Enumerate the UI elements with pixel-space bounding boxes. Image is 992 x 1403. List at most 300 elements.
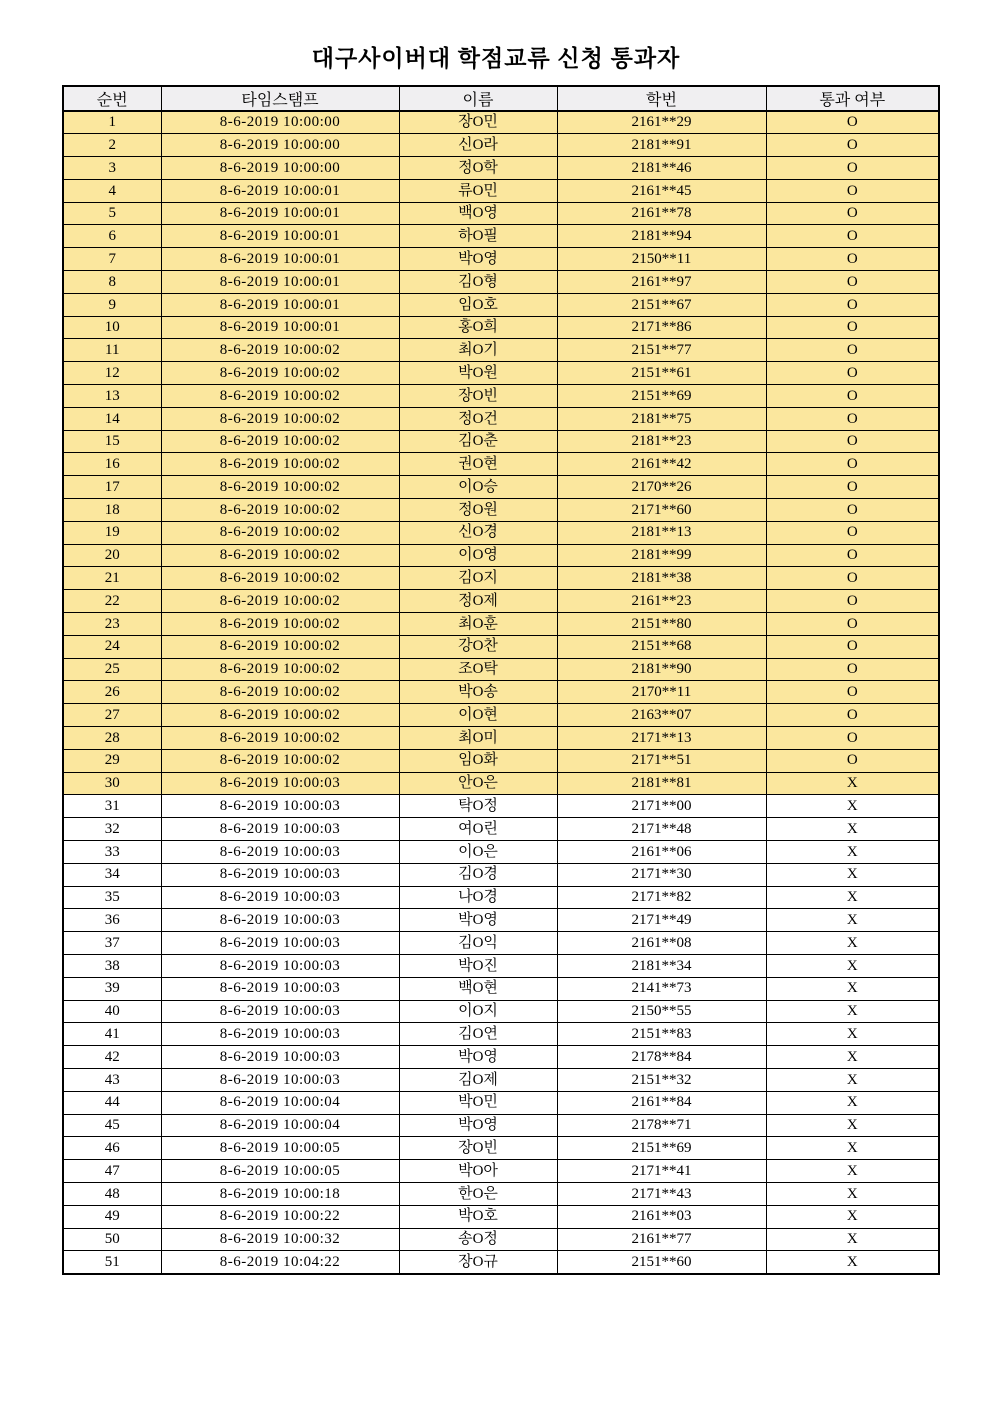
cell-name: 박O아 <box>399 1160 557 1183</box>
cell-name: 류O민 <box>399 179 557 202</box>
cell-name: 백O영 <box>399 202 557 225</box>
cell-no: 10 <box>63 316 161 339</box>
cell-pass-status: X <box>766 841 939 864</box>
table-row <box>63 1046 939 1069</box>
cell-student-id: 2151**80 <box>557 613 766 636</box>
cell-student-id: 2181**91 <box>557 134 766 157</box>
cell-no: 34 <box>63 863 161 886</box>
cell-no: 16 <box>63 453 161 476</box>
cell-name: 이O영 <box>399 544 557 567</box>
table-row <box>63 248 939 271</box>
table-row <box>63 1114 939 1137</box>
table-row <box>63 157 939 180</box>
cell-pass-status: O <box>766 635 939 658</box>
cell-name: 김O춘 <box>399 430 557 453</box>
cell-no: 22 <box>63 590 161 613</box>
cell-timestamp: 8-6-2019 10:00:03 <box>161 932 399 955</box>
table-row <box>63 704 939 727</box>
cell-timestamp: 8-6-2019 10:00:02 <box>161 407 399 430</box>
cell-timestamp: 8-6-2019 10:00:18 <box>161 1182 399 1205</box>
cell-no: 11 <box>63 339 161 362</box>
cell-timestamp: 8-6-2019 10:00:03 <box>161 818 399 841</box>
cell-no: 20 <box>63 544 161 567</box>
cell-student-id: 2151**60 <box>557 1251 766 1274</box>
cell-student-id: 2171**13 <box>557 727 766 750</box>
cell-name: 신O라 <box>399 134 557 157</box>
cell-no: 28 <box>63 727 161 750</box>
cell-name: 장O규 <box>399 1251 557 1274</box>
cell-no: 24 <box>63 635 161 658</box>
cell-pass-status: O <box>766 157 939 180</box>
cell-no: 43 <box>63 1068 161 1091</box>
cell-pass-status: X <box>766 1137 939 1160</box>
cell-timestamp: 8-6-2019 10:00:02 <box>161 430 399 453</box>
table-row <box>63 863 939 886</box>
cell-pass-status: X <box>766 1023 939 1046</box>
table-row <box>63 339 939 362</box>
cell-name: 정O건 <box>399 407 557 430</box>
col-header-pass: 통과 여부 <box>766 86 939 111</box>
cell-no: 25 <box>63 658 161 681</box>
cell-timestamp: 8-6-2019 10:00:05 <box>161 1137 399 1160</box>
cell-no: 37 <box>63 932 161 955</box>
cell-name: 송O정 <box>399 1228 557 1251</box>
cell-pass-status: O <box>766 681 939 704</box>
table-row <box>63 1182 939 1205</box>
table-row <box>63 1091 939 1114</box>
cell-timestamp: 8-6-2019 10:00:00 <box>161 134 399 157</box>
table-row <box>63 727 939 750</box>
cell-pass-status: X <box>766 1091 939 1114</box>
cell-pass-status: O <box>766 476 939 499</box>
cell-timestamp: 8-6-2019 10:00:05 <box>161 1160 399 1183</box>
cell-timestamp: 8-6-2019 10:00:03 <box>161 886 399 909</box>
cell-timestamp: 8-6-2019 10:00:02 <box>161 658 399 681</box>
cell-pass-status: X <box>766 932 939 955</box>
cell-name: 하O필 <box>399 225 557 248</box>
table-row <box>63 499 939 522</box>
table-row <box>63 430 939 453</box>
cell-no: 19 <box>63 521 161 544</box>
table-row <box>63 841 939 864</box>
cell-pass-status: X <box>766 1251 939 1274</box>
cell-no: 40 <box>63 1000 161 1023</box>
cell-student-id: 2161**84 <box>557 1091 766 1114</box>
cell-no: 39 <box>63 977 161 1000</box>
cell-no: 45 <box>63 1114 161 1137</box>
cell-timestamp: 8-6-2019 10:00:01 <box>161 271 399 294</box>
cell-student-id: 2171**30 <box>557 863 766 886</box>
cell-student-id: 2170**11 <box>557 681 766 704</box>
cell-timestamp: 8-6-2019 10:00:03 <box>161 909 399 932</box>
cell-student-id: 2171**60 <box>557 499 766 522</box>
cell-timestamp: 8-6-2019 10:00:02 <box>161 590 399 613</box>
cell-pass-status: O <box>766 544 939 567</box>
cell-name: 한O은 <box>399 1182 557 1205</box>
cell-no: 3 <box>63 157 161 180</box>
cell-pass-status: O <box>766 339 939 362</box>
table-row <box>63 954 939 977</box>
cell-pass-status: O <box>766 225 939 248</box>
cell-no: 47 <box>63 1160 161 1183</box>
cell-pass-status: O <box>766 179 939 202</box>
cell-no: 38 <box>63 954 161 977</box>
cell-timestamp: 8-6-2019 10:00:02 <box>161 635 399 658</box>
cell-student-id: 2161**42 <box>557 453 766 476</box>
table-row <box>63 795 939 818</box>
cell-pass-status: X <box>766 977 939 1000</box>
cell-timestamp: 8-6-2019 10:00:00 <box>161 111 399 134</box>
cell-student-id: 2161**23 <box>557 590 766 613</box>
cell-timestamp: 8-6-2019 10:00:02 <box>161 362 399 385</box>
cell-timestamp: 8-6-2019 10:00:02 <box>161 476 399 499</box>
cell-timestamp: 8-6-2019 10:04:22 <box>161 1251 399 1274</box>
cell-pass-status: O <box>766 430 939 453</box>
table-row <box>63 407 939 430</box>
cell-timestamp: 8-6-2019 10:00:03 <box>161 772 399 795</box>
cell-pass-status: O <box>766 704 939 727</box>
cell-pass-status: X <box>766 772 939 795</box>
cell-timestamp: 8-6-2019 10:00:02 <box>161 499 399 522</box>
table-row <box>63 179 939 202</box>
cell-name: 나O경 <box>399 886 557 909</box>
cell-timestamp: 8-6-2019 10:00:03 <box>161 954 399 977</box>
cell-name: 최O기 <box>399 339 557 362</box>
cell-timestamp: 8-6-2019 10:00:01 <box>161 179 399 202</box>
cell-name: 김O경 <box>399 863 557 886</box>
cell-student-id: 2151**32 <box>557 1068 766 1091</box>
cell-timestamp: 8-6-2019 10:00:01 <box>161 316 399 339</box>
cell-student-id: 2163**07 <box>557 704 766 727</box>
col-header-name: 이름 <box>399 86 557 111</box>
cell-timestamp: 8-6-2019 10:00:02 <box>161 613 399 636</box>
table-row <box>63 932 939 955</box>
table-row <box>63 886 939 909</box>
cell-pass-status: X <box>766 818 939 841</box>
cell-name: 조O탁 <box>399 658 557 681</box>
cell-no: 9 <box>63 293 161 316</box>
cell-timestamp: 8-6-2019 10:00:03 <box>161 977 399 1000</box>
cell-no: 46 <box>63 1137 161 1160</box>
cell-no: 44 <box>63 1091 161 1114</box>
cell-pass-status: X <box>766 1046 939 1069</box>
col-header-student-id: 학번 <box>557 86 766 111</box>
table-row <box>63 111 939 134</box>
cell-name: 권O현 <box>399 453 557 476</box>
cell-pass-status: X <box>766 1114 939 1137</box>
cell-student-id: 2141**73 <box>557 977 766 1000</box>
cell-timestamp: 8-6-2019 10:00:03 <box>161 1023 399 1046</box>
cell-student-id: 2171**82 <box>557 886 766 909</box>
cell-student-id: 2151**83 <box>557 1023 766 1046</box>
cell-no: 49 <box>63 1205 161 1228</box>
cell-pass-status: O <box>766 248 939 271</box>
cell-name: 이O지 <box>399 1000 557 1023</box>
cell-pass-status: O <box>766 658 939 681</box>
cell-no: 5 <box>63 202 161 225</box>
cell-student-id: 2151**77 <box>557 339 766 362</box>
table-row <box>63 134 939 157</box>
cell-student-id: 2161**45 <box>557 179 766 202</box>
cell-no: 12 <box>63 362 161 385</box>
cell-no: 17 <box>63 476 161 499</box>
cell-name: 박O호 <box>399 1205 557 1228</box>
cell-pass-status: O <box>766 453 939 476</box>
table-row <box>63 772 939 795</box>
cell-pass-status: O <box>766 134 939 157</box>
cell-student-id: 2181**34 <box>557 954 766 977</box>
cell-pass-status: X <box>766 1160 939 1183</box>
cell-student-id: 2181**99 <box>557 544 766 567</box>
table-row <box>63 544 939 567</box>
table-row <box>63 476 939 499</box>
cell-no: 35 <box>63 886 161 909</box>
cell-name: 장O민 <box>399 111 557 134</box>
cell-student-id: 2151**69 <box>557 385 766 408</box>
cell-student-id: 2181**13 <box>557 521 766 544</box>
cell-student-id: 2150**11 <box>557 248 766 271</box>
table-row <box>63 271 939 294</box>
cell-name: 임O화 <box>399 749 557 772</box>
cell-pass-status: X <box>766 863 939 886</box>
cell-pass-status: X <box>766 886 939 909</box>
cell-name: 장O빈 <box>399 385 557 408</box>
cell-timestamp: 8-6-2019 10:00:02 <box>161 339 399 362</box>
cell-timestamp: 8-6-2019 10:00:02 <box>161 385 399 408</box>
cell-timestamp: 8-6-2019 10:00:03 <box>161 1068 399 1091</box>
cell-student-id: 2181**46 <box>557 157 766 180</box>
cell-no: 21 <box>63 567 161 590</box>
table-row <box>63 202 939 225</box>
cell-pass-status: X <box>766 954 939 977</box>
cell-pass-status: O <box>766 202 939 225</box>
cell-student-id: 2178**84 <box>557 1046 766 1069</box>
cell-timestamp: 8-6-2019 10:00:32 <box>161 1228 399 1251</box>
cell-timestamp: 8-6-2019 10:00:00 <box>161 157 399 180</box>
cell-name: 임O호 <box>399 293 557 316</box>
table-row <box>63 1228 939 1251</box>
cell-pass-status: X <box>766 1000 939 1023</box>
cell-name: 여O린 <box>399 818 557 841</box>
table-row <box>63 567 939 590</box>
cell-name: 박O민 <box>399 1091 557 1114</box>
cell-student-id: 2178**71 <box>557 1114 766 1137</box>
cell-student-id: 2161**29 <box>557 111 766 134</box>
cell-no: 26 <box>63 681 161 704</box>
cell-name: 장O빈 <box>399 1137 557 1160</box>
cell-pass-status: X <box>766 795 939 818</box>
header-row <box>63 86 939 111</box>
cell-name: 홍O희 <box>399 316 557 339</box>
cell-name: 김O익 <box>399 932 557 955</box>
cell-pass-status: O <box>766 727 939 750</box>
table-row <box>63 613 939 636</box>
table-body <box>63 111 939 1274</box>
cell-name: 탁O정 <box>399 795 557 818</box>
cell-no: 27 <box>63 704 161 727</box>
cell-no: 33 <box>63 841 161 864</box>
cell-timestamp: 8-6-2019 10:00:03 <box>161 795 399 818</box>
cell-student-id: 2161**03 <box>557 1205 766 1228</box>
cell-name: 김O연 <box>399 1023 557 1046</box>
cell-name: 이O현 <box>399 704 557 727</box>
cell-name: 강O찬 <box>399 635 557 658</box>
cell-pass-status: O <box>766 749 939 772</box>
cell-name: 안O은 <box>399 772 557 795</box>
cell-no: 50 <box>63 1228 161 1251</box>
cell-pass-status: O <box>766 362 939 385</box>
page-title: 대구사이버대 학점교류 신청 통과자 <box>311 46 681 71</box>
cell-timestamp: 8-6-2019 10:00:02 <box>161 453 399 476</box>
pass-list-table <box>62 85 940 1275</box>
table-row <box>63 1137 939 1160</box>
cell-no: 4 <box>63 179 161 202</box>
table-row <box>63 385 939 408</box>
cell-student-id: 2150**55 <box>557 1000 766 1023</box>
cell-no: 30 <box>63 772 161 795</box>
cell-pass-status: O <box>766 111 939 134</box>
cell-student-id: 2171**51 <box>557 749 766 772</box>
cell-timestamp: 8-6-2019 10:00:01 <box>161 225 399 248</box>
cell-pass-status: X <box>766 1228 939 1251</box>
cell-no: 6 <box>63 225 161 248</box>
cell-no: 23 <box>63 613 161 636</box>
cell-name: 최O미 <box>399 727 557 750</box>
cell-no: 31 <box>63 795 161 818</box>
cell-student-id: 2181**38 <box>557 567 766 590</box>
cell-pass-status: X <box>766 1205 939 1228</box>
cell-timestamp: 8-6-2019 10:00:03 <box>161 1046 399 1069</box>
table-row <box>63 681 939 704</box>
cell-pass-status: O <box>766 385 939 408</box>
cell-timestamp: 8-6-2019 10:00:02 <box>161 567 399 590</box>
table-row <box>63 977 939 1000</box>
cell-student-id: 2181**90 <box>557 658 766 681</box>
cell-student-id: 2181**94 <box>557 225 766 248</box>
cell-pass-status: O <box>766 521 939 544</box>
cell-no: 51 <box>63 1251 161 1274</box>
table-row <box>63 909 939 932</box>
cell-timestamp: 8-6-2019 10:00:03 <box>161 1000 399 1023</box>
cell-name: 박O원 <box>399 362 557 385</box>
table-row <box>63 1205 939 1228</box>
cell-no: 2 <box>63 134 161 157</box>
cell-name: 정O학 <box>399 157 557 180</box>
cell-pass-status: O <box>766 590 939 613</box>
cell-no: 48 <box>63 1182 161 1205</box>
cell-pass-status: X <box>766 1182 939 1205</box>
cell-no: 13 <box>63 385 161 408</box>
cell-timestamp: 8-6-2019 10:00:01 <box>161 293 399 316</box>
table-row <box>63 749 939 772</box>
cell-pass-status: O <box>766 271 939 294</box>
cell-student-id: 2161**08 <box>557 932 766 955</box>
cell-no: 15 <box>63 430 161 453</box>
cell-student-id: 2151**69 <box>557 1137 766 1160</box>
col-header-no: 순번 <box>63 86 161 111</box>
cell-pass-status: O <box>766 499 939 522</box>
cell-timestamp: 8-6-2019 10:00:04 <box>161 1114 399 1137</box>
cell-no: 42 <box>63 1046 161 1069</box>
cell-name: 최O훈 <box>399 613 557 636</box>
cell-student-id: 2171**41 <box>557 1160 766 1183</box>
cell-pass-status: O <box>766 316 939 339</box>
cell-student-id: 2171**86 <box>557 316 766 339</box>
cell-name: 이O은 <box>399 841 557 864</box>
cell-name: 신O경 <box>399 521 557 544</box>
cell-timestamp: 8-6-2019 10:00:02 <box>161 727 399 750</box>
cell-timestamp: 8-6-2019 10:00:01 <box>161 202 399 225</box>
cell-name: 백O현 <box>399 977 557 1000</box>
table-row <box>63 818 939 841</box>
cell-pass-status: O <box>766 567 939 590</box>
cell-timestamp: 8-6-2019 10:00:04 <box>161 1091 399 1114</box>
table-row <box>63 1023 939 1046</box>
table-row <box>63 453 939 476</box>
cell-no: 18 <box>63 499 161 522</box>
cell-timestamp: 8-6-2019 10:00:02 <box>161 544 399 567</box>
cell-student-id: 2171**43 <box>557 1182 766 1205</box>
cell-name: 박O영 <box>399 909 557 932</box>
table-row <box>63 1000 939 1023</box>
cell-student-id: 2171**00 <box>557 795 766 818</box>
cell-name: 정O제 <box>399 590 557 613</box>
cell-timestamp: 8-6-2019 10:00:02 <box>161 521 399 544</box>
table-row <box>63 362 939 385</box>
cell-student-id: 2171**49 <box>557 909 766 932</box>
cell-timestamp: 8-6-2019 10:00:03 <box>161 863 399 886</box>
col-header-timestamp: 타임스탬프 <box>161 86 399 111</box>
cell-no: 7 <box>63 248 161 271</box>
cell-name: 박O영 <box>399 1114 557 1137</box>
table-row <box>63 1251 939 1274</box>
cell-pass-status: X <box>766 1068 939 1091</box>
cell-student-id: 2151**68 <box>557 635 766 658</box>
cell-pass-status: X <box>766 909 939 932</box>
cell-pass-status: O <box>766 293 939 316</box>
cell-name: 김O제 <box>399 1068 557 1091</box>
cell-timestamp: 8-6-2019 10:00:03 <box>161 841 399 864</box>
cell-student-id: 2181**23 <box>557 430 766 453</box>
cell-student-id: 2151**67 <box>557 293 766 316</box>
cell-no: 8 <box>63 271 161 294</box>
cell-no: 14 <box>63 407 161 430</box>
cell-timestamp: 8-6-2019 10:00:22 <box>161 1205 399 1228</box>
cell-name: 박O진 <box>399 954 557 977</box>
cell-pass-status: O <box>766 613 939 636</box>
cell-name: 김O형 <box>399 271 557 294</box>
cell-student-id: 2170**26 <box>557 476 766 499</box>
table-row <box>63 1160 939 1183</box>
table-row <box>63 1068 939 1091</box>
table-row <box>63 225 939 248</box>
cell-student-id: 2161**97 <box>557 271 766 294</box>
cell-timestamp: 8-6-2019 10:00:02 <box>161 681 399 704</box>
cell-timestamp: 8-6-2019 10:00:01 <box>161 248 399 271</box>
cell-name: 박O영 <box>399 1046 557 1069</box>
cell-name: 정O원 <box>399 499 557 522</box>
cell-no: 41 <box>63 1023 161 1046</box>
cell-pass-status: O <box>766 407 939 430</box>
table-row <box>63 635 939 658</box>
table-row <box>63 590 939 613</box>
cell-student-id: 2161**78 <box>557 202 766 225</box>
cell-timestamp: 8-6-2019 10:00:02 <box>161 749 399 772</box>
cell-student-id: 2161**06 <box>557 841 766 864</box>
table-row <box>63 521 939 544</box>
cell-no: 1 <box>63 111 161 134</box>
cell-name: 박O영 <box>399 248 557 271</box>
